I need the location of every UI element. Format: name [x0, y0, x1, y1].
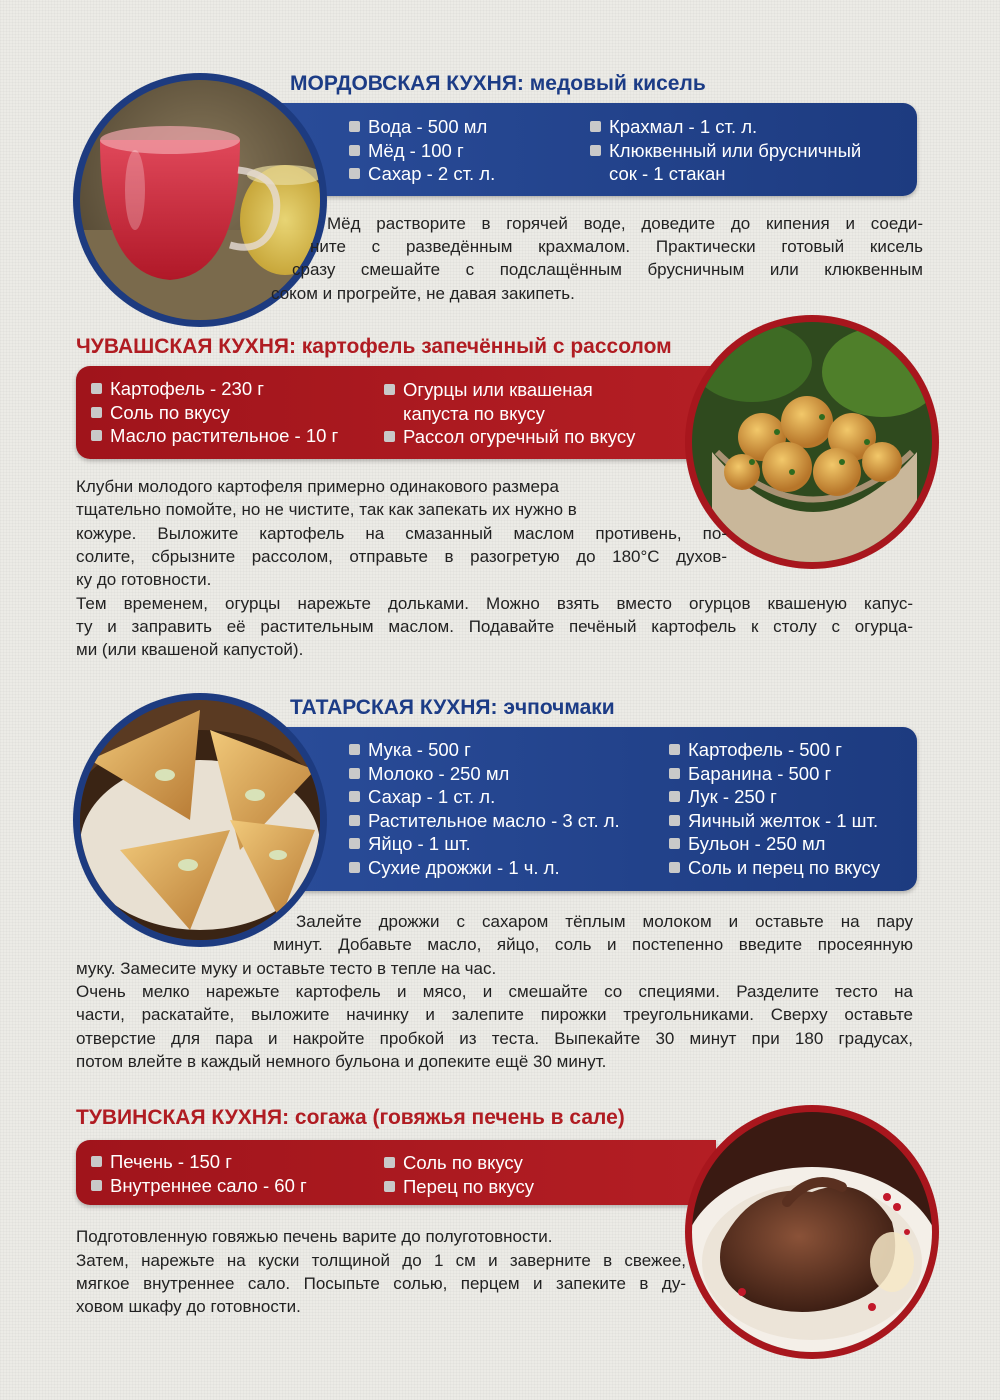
recipe-line: ните с разведённым крахмалом. Практически готовый кисель [310, 237, 923, 256]
ingredient-item: Вода - 500 мл [346, 115, 495, 139]
recipe-line: сразу смешайте с подслащённым брусничным или клюквенным [292, 260, 923, 279]
recipe-line: Подготовленную говяжью печень варите до полуготовности. [76, 1227, 553, 1246]
ingredient-item: Масло растительное - 10 г [88, 424, 338, 448]
ingredient-item: Молоко - 250 мл [346, 762, 620, 786]
ingredients-left-mordovian [346, 115, 495, 186]
ingredients-right-chuvash [381, 378, 635, 449]
ingredient-item: Сахар - 1 ст. л. [346, 785, 620, 809]
potato-photo [692, 322, 932, 562]
recipe-line: ми (или квашеной капустой). [76, 640, 304, 659]
ingredients-right-tuvan [381, 1151, 534, 1198]
recipe-line: Залейте дрожжи с сахаром тёплым молоком и оставьте на пару [296, 912, 913, 931]
ingredient-item: Перец по вкусу [381, 1175, 534, 1199]
section-title-tatar: ТАТАРСКАЯ КУХНЯ: эчпочмаки [290, 696, 615, 719]
recipe-line: Клубни молодого картофеля примерно одинакового размера [76, 477, 559, 496]
echpochmak-photo [80, 700, 320, 940]
ingredient-item: Мука - 500 г [346, 738, 620, 762]
section-title-chuvash: ЧУВАШСКАЯ КУХНЯ: картофель запечённый с рассолом [76, 335, 672, 358]
recipe-line: отверстие для пара и накройте пробкой из теста. Выпекайте 30 минут при 180 градусах, [76, 1029, 913, 1048]
ingredient-item: Сухие дрожжи - 1 ч. л. [346, 856, 620, 880]
ingredients-left-tuvan [88, 1150, 307, 1197]
ingredient-item: Крахмал - 1 ст. л. [587, 115, 861, 139]
ingredient-item: Картофель - 230 г [88, 377, 338, 401]
ingredient-item: Лук - 250 г [666, 785, 880, 809]
recipe-line: Затем, нарежьте на куски толщиной до 1 см и заверните в свежее, [76, 1251, 686, 1270]
recipe-line: Мёд растворите в горячей воде, доведите до кипения и соеди- [327, 214, 923, 233]
ingredient-item: Рассол огуречный по вкусу [381, 425, 635, 449]
section-title-mordovian: МОРДОВСКАЯ КУХНЯ: медовый кисель [290, 72, 706, 95]
liver-photo [692, 1112, 932, 1352]
ingredient-item: Соль по вкусу [88, 401, 338, 425]
ingredients-left-tatar [346, 738, 620, 879]
ingredient-item: Мёд - 100 г [346, 139, 495, 163]
ingredient-item: Растительное масло - 3 ст. л. [346, 809, 620, 833]
recipe-line: Тем временем, огурцы нарежьте дольками. Можно взять вместо огурцов квашеную капус- [76, 594, 913, 613]
ingredient-item: капуста по вкусу [403, 402, 545, 424]
ingredient-item: Баранина - 500 г [666, 762, 880, 786]
ingredient-item: Соль и перец по вкусу [666, 856, 880, 880]
ingredients-left-chuvash [88, 377, 338, 448]
recipe-line: ту и заправить её растительным маслом. Подавайте печёный картофель к столу с огурца- [76, 617, 913, 636]
recipe-line: кожуре. Выложите картофель на смазанный маслом противень, по- [76, 524, 727, 543]
recipe-line: муку. Замесите муку и оставьте тесто в тепле на час. [76, 959, 497, 978]
ingredient-item: Сахар - 2 ст. л. [346, 162, 495, 186]
ingredient-item: Огурцы или квашеная [381, 378, 635, 402]
ingredient-item: Яйцо - 1 шт. [346, 832, 620, 856]
recipe-line: ховом шкафу до готовности. [76, 1297, 301, 1316]
ingredient-item: Внутреннее сало - 60 г [88, 1174, 307, 1198]
ingredients-right-tatar [666, 738, 880, 879]
ingredient-item: Соль по вкусу [381, 1151, 534, 1175]
recipe-line: минут. Добавьте масло, яйцо, соль и постепенно введите просеянную [273, 935, 913, 954]
ingredient-item: Яичный желток - 1 шт. [666, 809, 880, 833]
ingredient-item: Бульон - 250 мл [666, 832, 880, 856]
ingredient-item: Клюквенный или брусничный [587, 139, 861, 163]
recipe-line: ку до готовности. [76, 570, 212, 589]
recipe-line: тщательно помойте, но не чистите, так как запекать их нужно в [76, 500, 577, 519]
section-title-tuvan: ТУВИНСКАЯ КУХНЯ: согажа (говяжья печень в сале) [76, 1106, 625, 1129]
recipe-line: мягкое внутреннее сало. Посыпьте солью, перцем и запеките в ду- [76, 1274, 686, 1293]
ingredient-item: Печень - 150 г [88, 1150, 307, 1174]
recipe-line: Очень мелко нарежьте картофель и мясо, и смешайте со специями. Разделите тесто на [76, 982, 913, 1001]
recipe-line: солите, сбрызните рассолом, отправьте в разогретую до 180°С духов- [76, 547, 727, 566]
ingredient-item: сок - 1 стакан [609, 163, 726, 184]
recipe-line: соком и прогрейте, не давая закипеть. [271, 284, 575, 303]
ingredient-item: Картофель - 500 г [666, 738, 880, 762]
recipe-line: части, раскатайте, выложите начинку и залепите пирожки треугольниками. Сверху оставьте [76, 1005, 913, 1024]
recipe-line: потом влейте в каждый немного бульона и допеките ещё 30 минут. [76, 1052, 607, 1071]
ingredients-right-mordovian [587, 115, 861, 186]
